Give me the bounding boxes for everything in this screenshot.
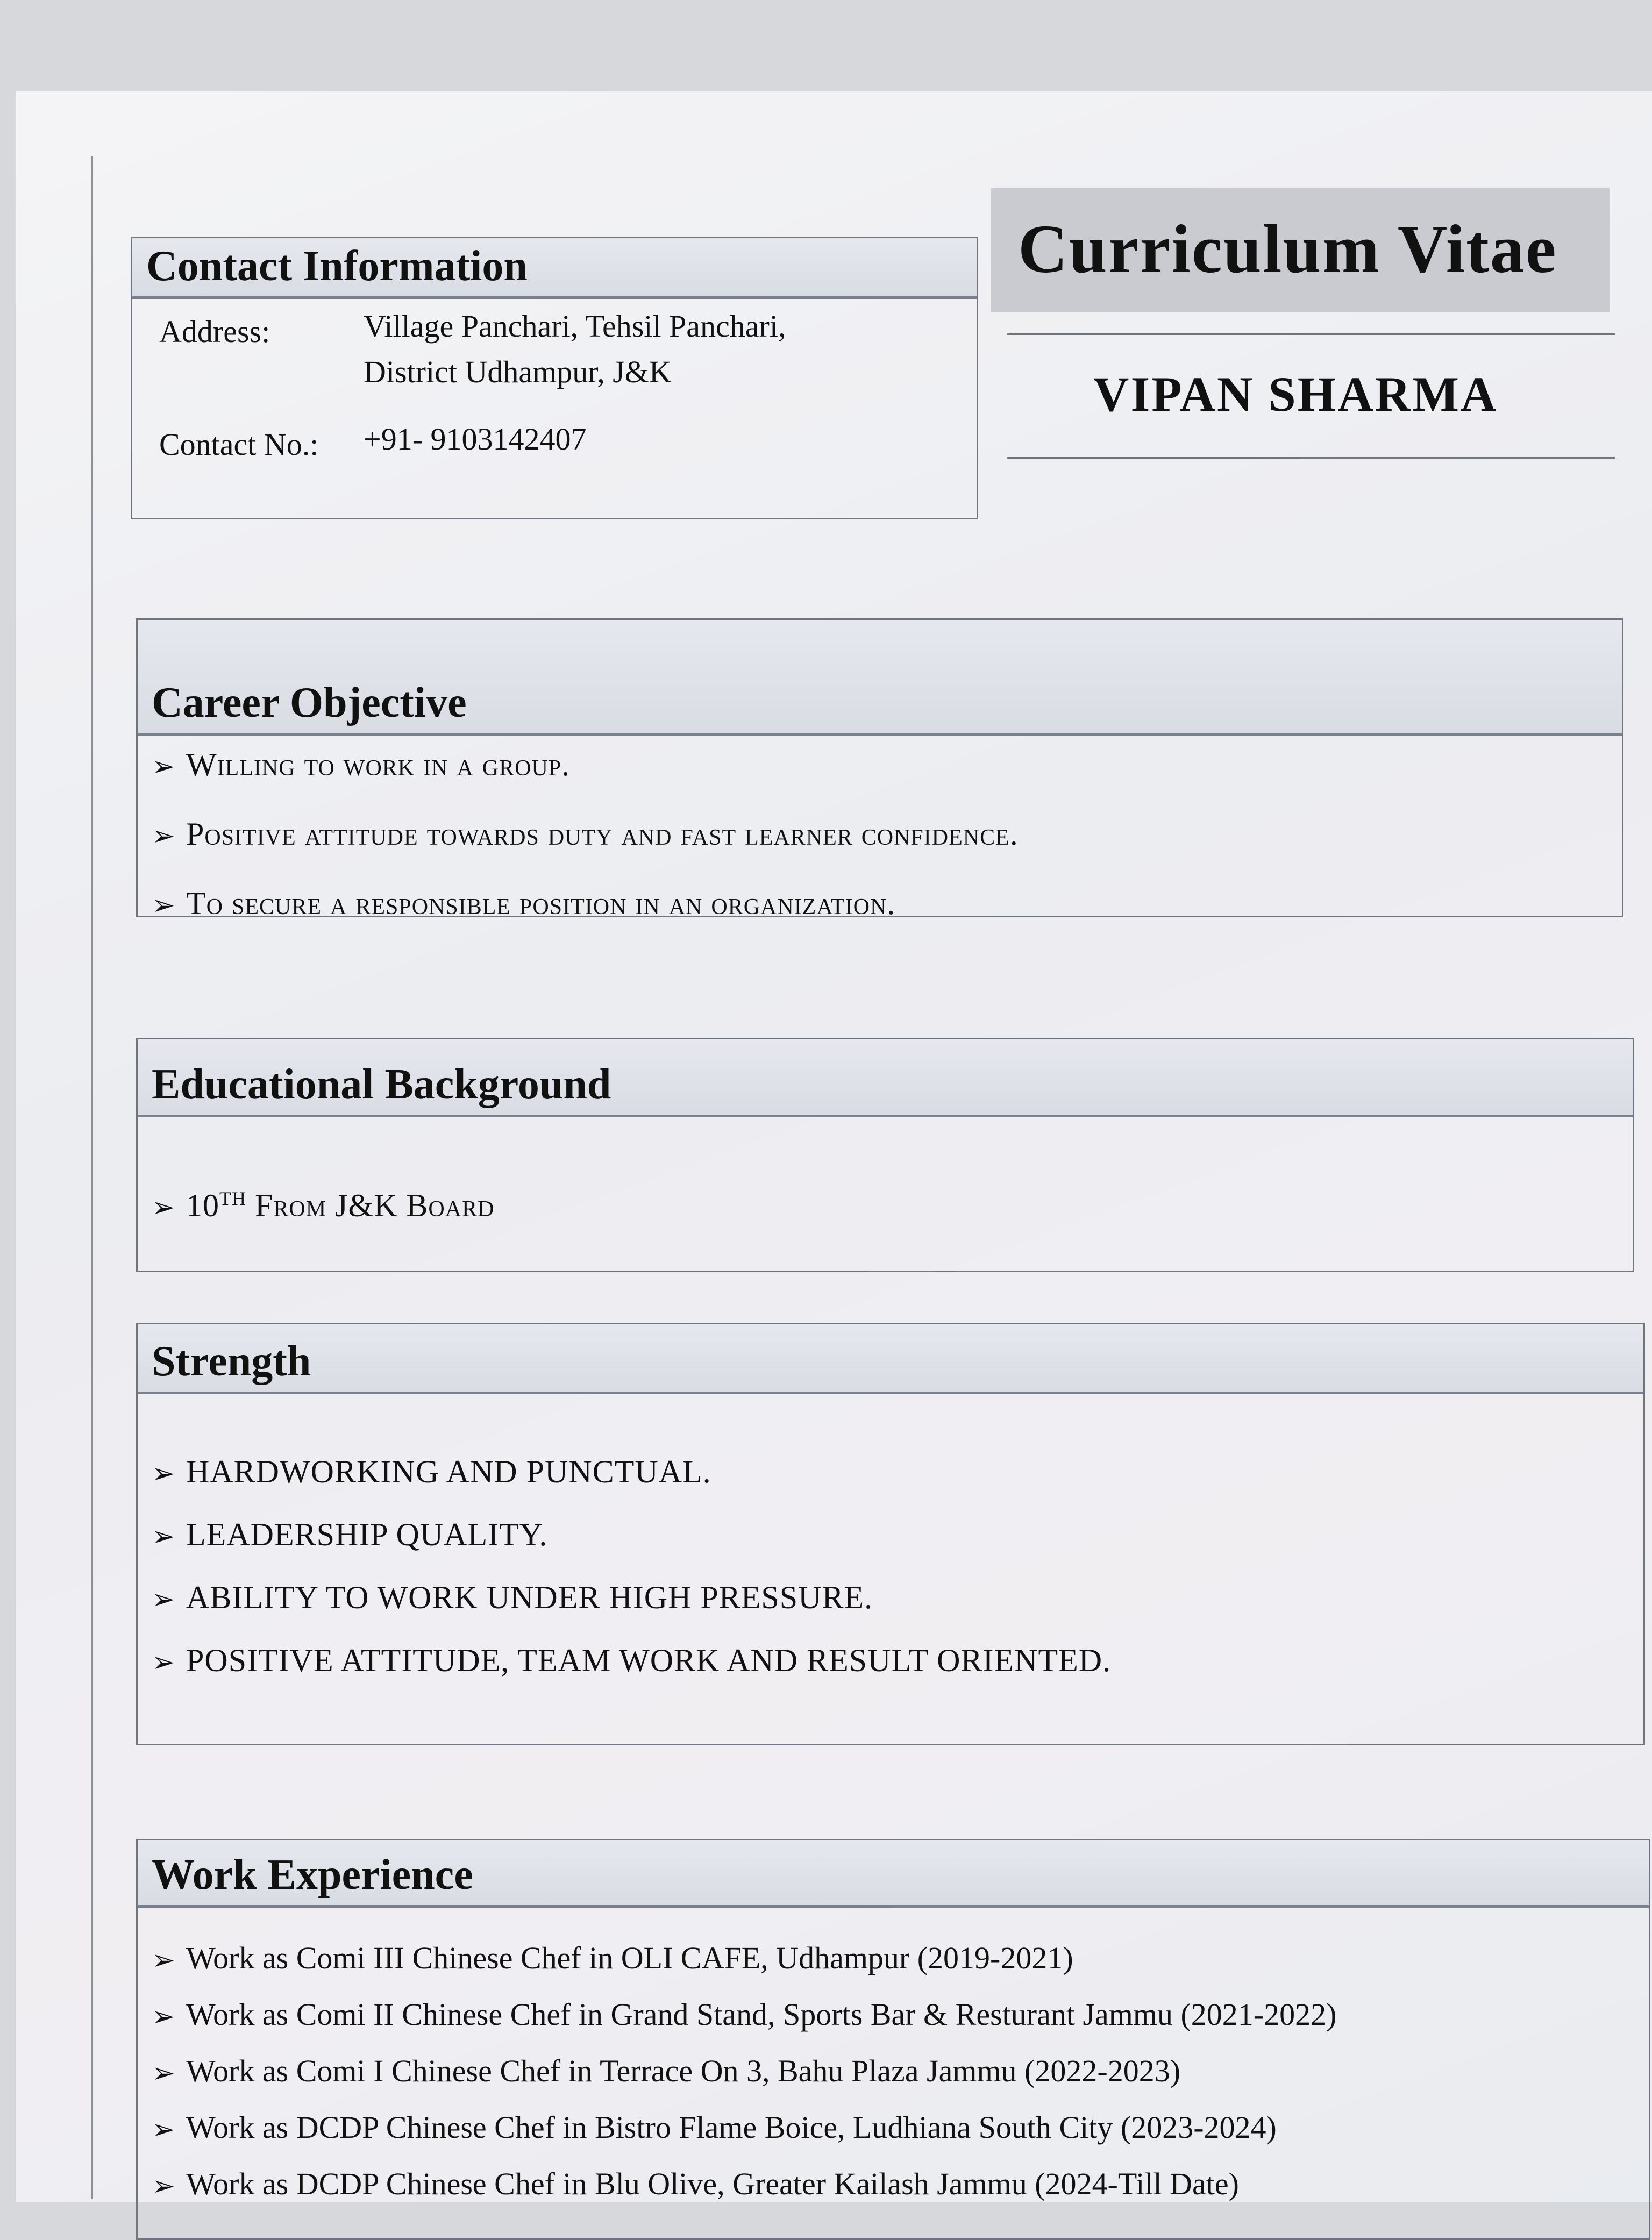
strength-list bbox=[138, 1453, 1643, 1679]
work-experience-box bbox=[136, 1839, 1650, 2240]
resume-content bbox=[91, 156, 1647, 2202]
educational-background-heading: Educational Background bbox=[152, 1061, 611, 1108]
work-experience-list bbox=[138, 1940, 1649, 2202]
list-item: ➢ Work as Comi III Chinese Chef in OLI CAFE, Udhampur (2019-2021) bbox=[152, 1941, 1073, 1977]
career-objective-box bbox=[136, 618, 1623, 922]
name-bottom-rule bbox=[1007, 457, 1615, 459]
contact-number-label: Contact No.: bbox=[159, 427, 319, 462]
educational-background-box bbox=[136, 1038, 1634, 1272]
work-experience-header bbox=[138, 1840, 1649, 1908]
arrowhead-bullet-icon: ➢ bbox=[152, 1458, 176, 1490]
document-page bbox=[16, 91, 1652, 2202]
address-label: Address: bbox=[159, 314, 270, 349]
list-item bbox=[138, 1187, 1633, 1224]
strength-heading: Strength bbox=[152, 1338, 311, 1385]
list-item: ➢ Work as Comi I Chinese Chef in Terrace On 3, Bahu Plaza Jammu (2022-2023) bbox=[152, 2053, 1181, 2089]
address-line-1: Village Panchari, Tehsil Panchari, bbox=[364, 309, 786, 344]
arrowhead-bullet-icon: ➢ bbox=[152, 1646, 176, 1679]
education-list bbox=[138, 1187, 1633, 1224]
arrowhead-bullet-icon: ➢ bbox=[152, 2001, 175, 2033]
career-objective-header bbox=[138, 620, 1622, 736]
list-item: ➢ Willing to work in a group. bbox=[152, 747, 571, 783]
education-grade-suffix: TH bbox=[219, 1188, 246, 1209]
educational-background-header bbox=[138, 1039, 1633, 1117]
education-grade: 10 bbox=[186, 1188, 219, 1223]
list-item: ➢ POSITIVE ATTITUDE, TEAM WORK AND RESULT ORIENTED. bbox=[152, 1643, 1112, 1679]
arrowhead-bullet-icon: ➢ bbox=[152, 751, 176, 783]
work-experience-heading: Work Experience bbox=[152, 1851, 473, 1899]
candidate-name: VIPAN SHARMA bbox=[1093, 367, 1498, 422]
contact-number-value: +91- 9103142407 bbox=[364, 422, 587, 456]
list-item: ➢ Work as DCDP Chinese Chef in Blu Olive, Greater Kailash Jammu (2024-Till Date) bbox=[152, 2166, 1239, 2202]
arrowhead-bullet-icon: ➢ bbox=[152, 889, 176, 922]
arrowhead-bullet-icon: ➢ bbox=[152, 2170, 175, 2202]
contact-information-box bbox=[131, 237, 978, 519]
list-item: ➢ Work as DCDP Chinese Chef in Bistro Flame Boice, Ludhiana South City (2023-2024) bbox=[152, 2110, 1277, 2146]
list-item: ➢ ABILITY TO WORK UNDER HIGH PRESSURE. bbox=[152, 1580, 873, 1616]
strength-header bbox=[138, 1324, 1643, 1394]
list-item: ➢ LEADERSHIP QUALITY. bbox=[152, 1517, 548, 1553]
address-line-2: District Udhampur, J&K bbox=[364, 354, 672, 389]
arrowhead-bullet-icon: ➢ bbox=[152, 1521, 176, 1553]
education-board: From J&K Board bbox=[246, 1188, 495, 1223]
cv-title: Curriculum Vitae bbox=[1018, 211, 1557, 287]
arrowhead-bullet-icon: ➢ bbox=[152, 2057, 175, 2089]
contact-information-header bbox=[132, 238, 977, 299]
strength-box bbox=[136, 1323, 1645, 1745]
list-item: ➢ HARDWORKING AND PUNCTUAL. bbox=[152, 1454, 711, 1490]
arrowhead-bullet-icon: ➢ bbox=[152, 1944, 175, 1977]
list-item: ➢ To secure a responsible position in an organization. bbox=[152, 886, 896, 922]
career-objective-heading: Career Objective bbox=[152, 679, 467, 726]
arrowhead-bullet-icon: ➢ bbox=[152, 1583, 176, 1616]
list-item: ➢ Positive attitude towards duty and fast learner confidence. bbox=[152, 816, 1019, 852]
arrowhead-bullet-icon: ➢ bbox=[152, 2114, 175, 2146]
list-item: ➢ Work as Comi II Chinese Chef in Grand Stand, Sports Bar & Resturant Jammu (2021-2022) bbox=[152, 1997, 1337, 2033]
arrowhead-bullet-icon: ➢ bbox=[152, 820, 176, 852]
arrowhead-bullet-icon: ➢ bbox=[152, 1192, 176, 1224]
name-top-rule bbox=[1007, 333, 1615, 335]
cv-title-banner bbox=[991, 188, 1610, 312]
contact-information-heading: Contact Information bbox=[146, 242, 528, 290]
career-objective-list bbox=[138, 746, 1622, 922]
